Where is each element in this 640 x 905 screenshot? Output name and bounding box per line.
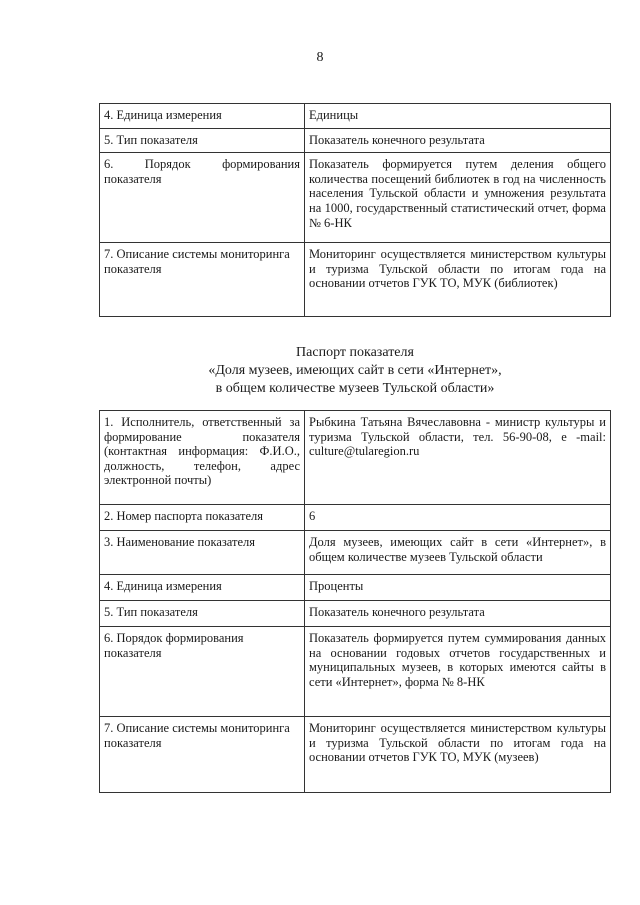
- table-row: [100, 104, 611, 129]
- row-value: Доля музеев, имеющих сайт в сети «Интернет», в общем количестве музеев Тульской области: [305, 531, 611, 575]
- row-label: 5. Тип показателя: [100, 128, 305, 153]
- indicator-passport-table: [99, 410, 611, 793]
- table-row: [100, 411, 611, 505]
- row-label: 7. Описание системы мониторинга показателя: [100, 717, 305, 793]
- row-value: Показатель формируется путем деления общего количества посещений библиотек в год на численность населения Тульской области и умножения результата на 1000, государственный статистический отчет, форма № 6-НК: [305, 153, 611, 243]
- row-value: Рыбкина Татьяна Вячеславовна - министр культуры и туризма Тульской области, тел. 56-90-08, e -mail: culture@tularegion.ru: [305, 411, 611, 505]
- row-label: 1. Исполнитель, ответственный за формирование показателя (контактная информация: Ф.И.О., должность, телефон, адрес электронной почты): [100, 411, 305, 505]
- row-label: 6. Порядок формирования показателя: [100, 627, 305, 717]
- table-row: [100, 243, 611, 317]
- row-label: 6. Порядок формирования показателя: [100, 153, 305, 243]
- table-row: [100, 505, 611, 531]
- heading-line: Паспорт показателя: [296, 345, 414, 360]
- table-row: [100, 153, 611, 243]
- table-row: [100, 575, 611, 601]
- row-value: Показатель формируется путем суммирования данных на основании годовых отчетов государственных и муниципальных музеев, в которых имеются сайты в сети «Интернет», форма № 8-НК: [305, 627, 611, 717]
- row-value: Единицы: [305, 104, 611, 129]
- row-value: Мониторинг осуществляется министерством культуры и туризма Тульской области по итогам года на основании отчетов ГУК ТО, МУК (музеев): [305, 717, 611, 793]
- indicator-table-top: [99, 103, 611, 317]
- row-value: Показатель конечного результата: [305, 128, 611, 153]
- row-value: Показатель конечного результата: [305, 601, 611, 627]
- table-row: [100, 128, 611, 153]
- table-row: [100, 717, 611, 793]
- table-row: [100, 627, 611, 717]
- row-value: 6: [305, 505, 611, 531]
- row-value: Мониторинг осуществляется министерством культуры и туризма Тульской области по итогам года на основании отчетов ГУК ТО, МУК (библиотек): [305, 243, 611, 317]
- table-row: [100, 601, 611, 627]
- row-value: Проценты: [305, 575, 611, 601]
- row-label: 4. Единица измерения: [100, 104, 305, 129]
- row-label: 7. Описание системы мониторинга показателя: [100, 243, 305, 317]
- heading-line: в общем количестве музеев Тульской области»: [215, 381, 495, 396]
- page-number: 8: [316, 50, 324, 65]
- row-label: 3. Наименование показателя: [100, 531, 305, 575]
- table-row: [100, 531, 611, 575]
- heading-line: «Доля музеев, имеющих сайт в сети «Интернет»,: [208, 363, 502, 378]
- row-label: 5. Тип показателя: [100, 601, 305, 627]
- passport-heading: [99, 344, 611, 398]
- row-label: 4. Единица измерения: [100, 575, 305, 601]
- row-label: 2. Номер паспорта показателя: [100, 505, 305, 531]
